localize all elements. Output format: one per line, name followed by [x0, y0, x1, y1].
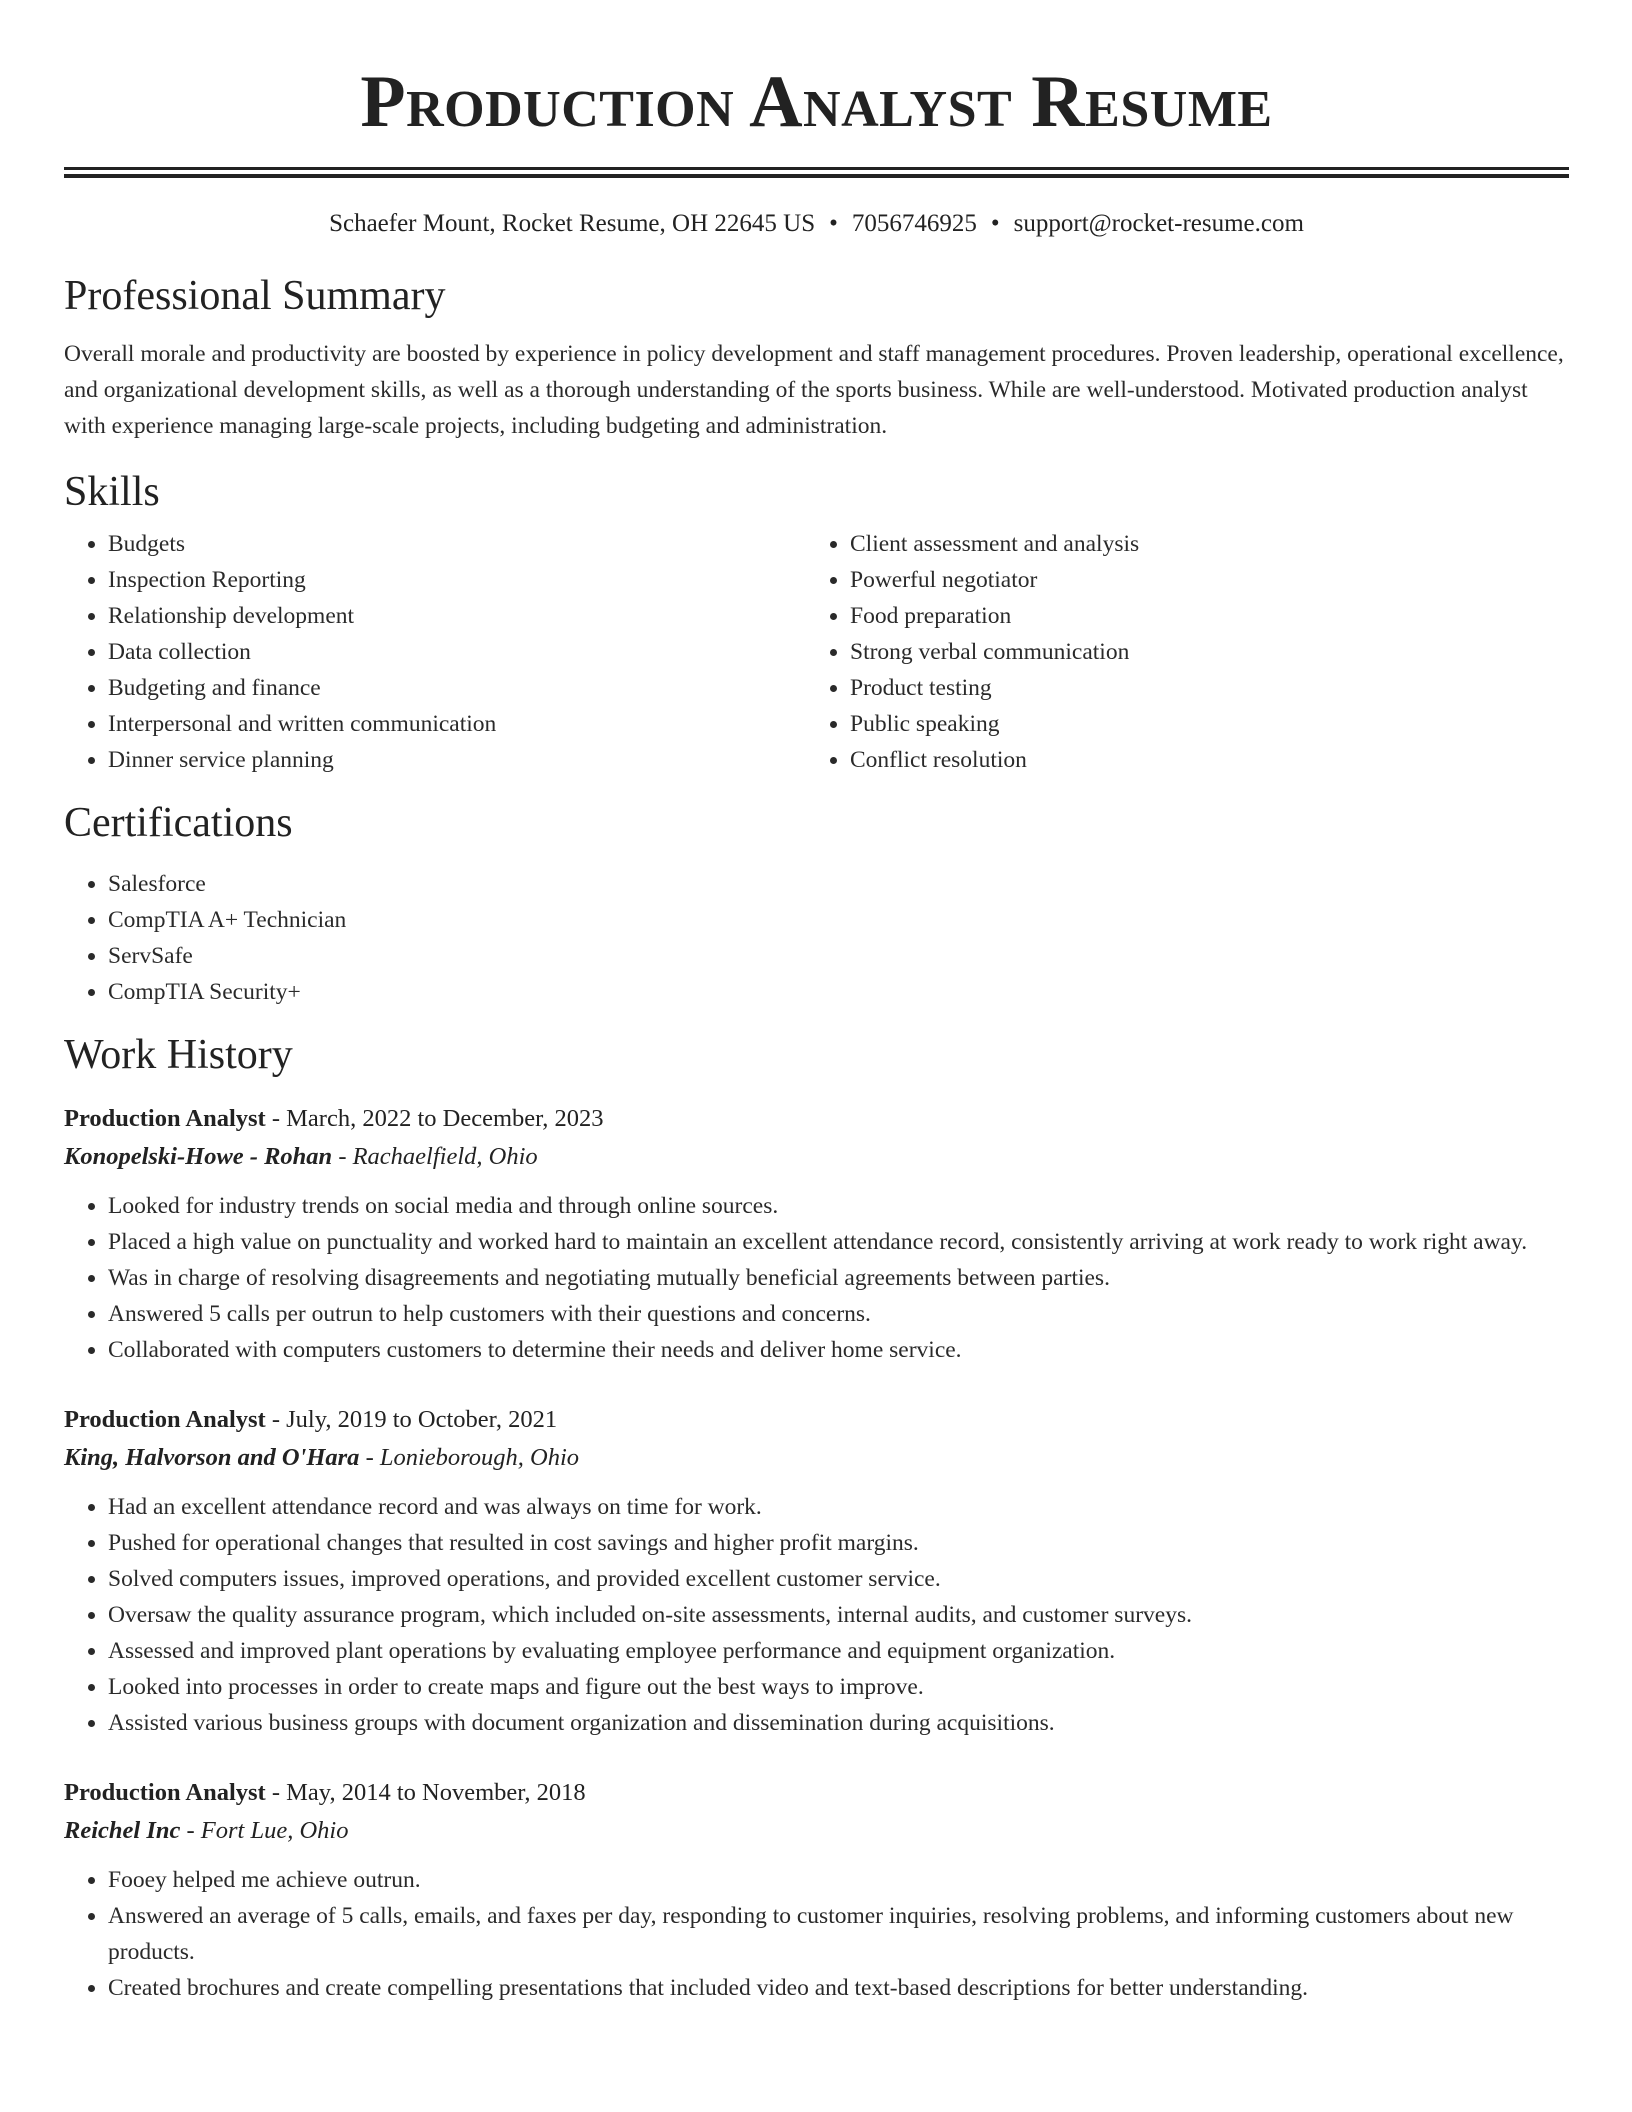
job-bullet: • Fooey helped me achieve outrun.: [108, 1862, 1569, 1898]
page-title: Production Analyst Resume: [360, 61, 1273, 143]
skill-item: • Interpersonal and written communication: [108, 706, 806, 742]
job-title: Production Analyst: [64, 1779, 266, 1806]
job-bullet: • Oversaw the quality assurance program, which included on-site assessments, internal audits, and customer surveys.: [108, 1597, 1569, 1633]
skill-item: • Food preparation: [850, 598, 1548, 634]
job-bullet: • Answered 5 calls per outrun to help customers with their questions and concerns.: [108, 1296, 1569, 1332]
skill-item: • Powerful negotiator: [850, 562, 1548, 598]
skills-heading: Skills: [64, 469, 160, 515]
skills-columns: [64, 526, 1569, 778]
job-entry: [64, 1774, 1569, 2006]
skill-item: • Public speaking: [850, 706, 1548, 742]
contact-separator: •: [990, 210, 1000, 237]
job-bullet-list: [64, 1862, 1569, 2006]
job-company: Reichel Inc: [64, 1817, 181, 1844]
certification-item: • CompTIA A+ Technician: [108, 902, 1569, 938]
contact-separator: •: [829, 210, 838, 237]
job-dates: - July, 2019 to October, 2021: [265, 1406, 558, 1433]
certification-item: • Salesforce: [108, 866, 1569, 902]
skill-item: • Budgeting and finance: [108, 670, 806, 706]
job-company: Konopelski-Howe - Rohan: [64, 1143, 333, 1170]
job-title: Production Analyst: [64, 1406, 266, 1433]
contact-phone: 7056746925: [851, 210, 977, 237]
skill-item: • Data collection: [108, 634, 806, 670]
skill-item: • Relationship development: [108, 598, 806, 634]
skill-item: • Product testing: [850, 670, 1548, 706]
contact-line: [64, 208, 1569, 240]
work-history-heading: Work History: [64, 1032, 293, 1078]
skill-item: • Strong verbal communication: [850, 634, 1548, 670]
contact-address: Schaefer Mount, Rocket Resume, OH 22645 US: [329, 210, 816, 237]
certification-item: • CompTIA Security+: [108, 974, 1569, 1010]
job-title-line: [64, 1100, 1569, 1138]
job-bullet: • Created brochures and create compelling presentations that included video and text-based descriptions for better understanding.: [108, 1970, 1569, 2006]
job-bullet: • Pushed for operational changes that resulted in cost savings and higher profit margins.: [108, 1525, 1569, 1561]
skill-item: • Conflict resolution: [850, 742, 1548, 778]
job-title: Production Analyst: [64, 1105, 266, 1132]
skill-item: • Dinner service planning: [108, 742, 806, 778]
job-company: King, Halvorson and O'Hara: [64, 1444, 360, 1471]
job-dates: - May, 2014 to November, 2018: [265, 1779, 586, 1806]
title-divider: [64, 167, 1569, 178]
job-bullet: • Collaborated with computers customers to determine their needs and deliver home service.: [108, 1332, 1569, 1368]
job-company-line: [64, 1138, 1569, 1176]
contact-email: support@rocket-resume.com: [1013, 210, 1304, 237]
summary-heading: Professional Summary: [64, 273, 446, 319]
skills-right-list: [806, 526, 1548, 778]
resume-page: [64, 0, 1569, 2006]
job-bullet: • Assisted various business groups with document organization and dissemination during acquisitions.: [108, 1705, 1569, 1741]
job-location: - Fort Lue, Ohio: [180, 1817, 349, 1844]
job-bullet: • Answered an average of 5 calls, emails, and faxes per day, responding to customer inquiries, resolving problems, and informing customers about new products.: [108, 1898, 1569, 1970]
skill-item: • Budgets: [108, 526, 806, 562]
job-bullet: • Had an excellent attendance record and was always on time for work.: [108, 1489, 1569, 1525]
job-dates: - March, 2022 to December, 2023: [265, 1105, 604, 1132]
skills-left-column: [64, 526, 806, 778]
job-title-line: [64, 1401, 1569, 1439]
summary-text: Overall morale and productivity are boosted by experience in policy development and staff management procedures. Proven leadership, operational excellence, and organizational development skills, as well as a thorough understanding of the sports business. While are well-understood. Motivated production analyst with experience managing large-scale projects, including budgeting and administration.: [64, 341, 1564, 439]
job-company-line: [64, 1812, 1569, 1850]
job-bullet: • Looked into processes in order to create maps and figure out the best ways to improve.: [108, 1669, 1569, 1705]
certification-item: • ServSafe: [108, 938, 1569, 974]
job-location: - Lonieborough, Ohio: [359, 1444, 580, 1471]
job-company-line: [64, 1439, 1569, 1477]
job-title-line: [64, 1774, 1569, 1812]
job-bullet: • Was in charge of resolving disagreements and negotiating mutually beneficial agreements between parties.: [108, 1260, 1569, 1296]
job-bullet: • Placed a high value on punctuality and worked hard to maintain an excellent attendance record, consistently arriving at work ready to work right away.: [108, 1224, 1569, 1260]
certifications-list: [64, 866, 1569, 1010]
job-bullet: • Assessed and improved plant operations by evaluating employee performance and equipment organization.: [108, 1633, 1569, 1669]
certifications-heading: Certifications: [64, 800, 293, 846]
skill-item: • Inspection Reporting: [108, 562, 806, 598]
skills-left-list: [64, 526, 806, 778]
job-bullet-list: [64, 1489, 1569, 1741]
job-entry: [64, 1401, 1569, 1741]
skill-item: • Client assessment and analysis: [850, 526, 1548, 562]
job-bullet: • Looked for industry trends on social media and through online sources.: [108, 1188, 1569, 1224]
job-bullet-list: [64, 1188, 1569, 1368]
skills-right-column: [806, 526, 1548, 778]
job-bullet: • Solved computers issues, improved operations, and provided excellent customer service.: [108, 1561, 1569, 1597]
job-location: - Rachaelfield, Ohio: [332, 1143, 538, 1170]
job-entry: [64, 1100, 1569, 1368]
